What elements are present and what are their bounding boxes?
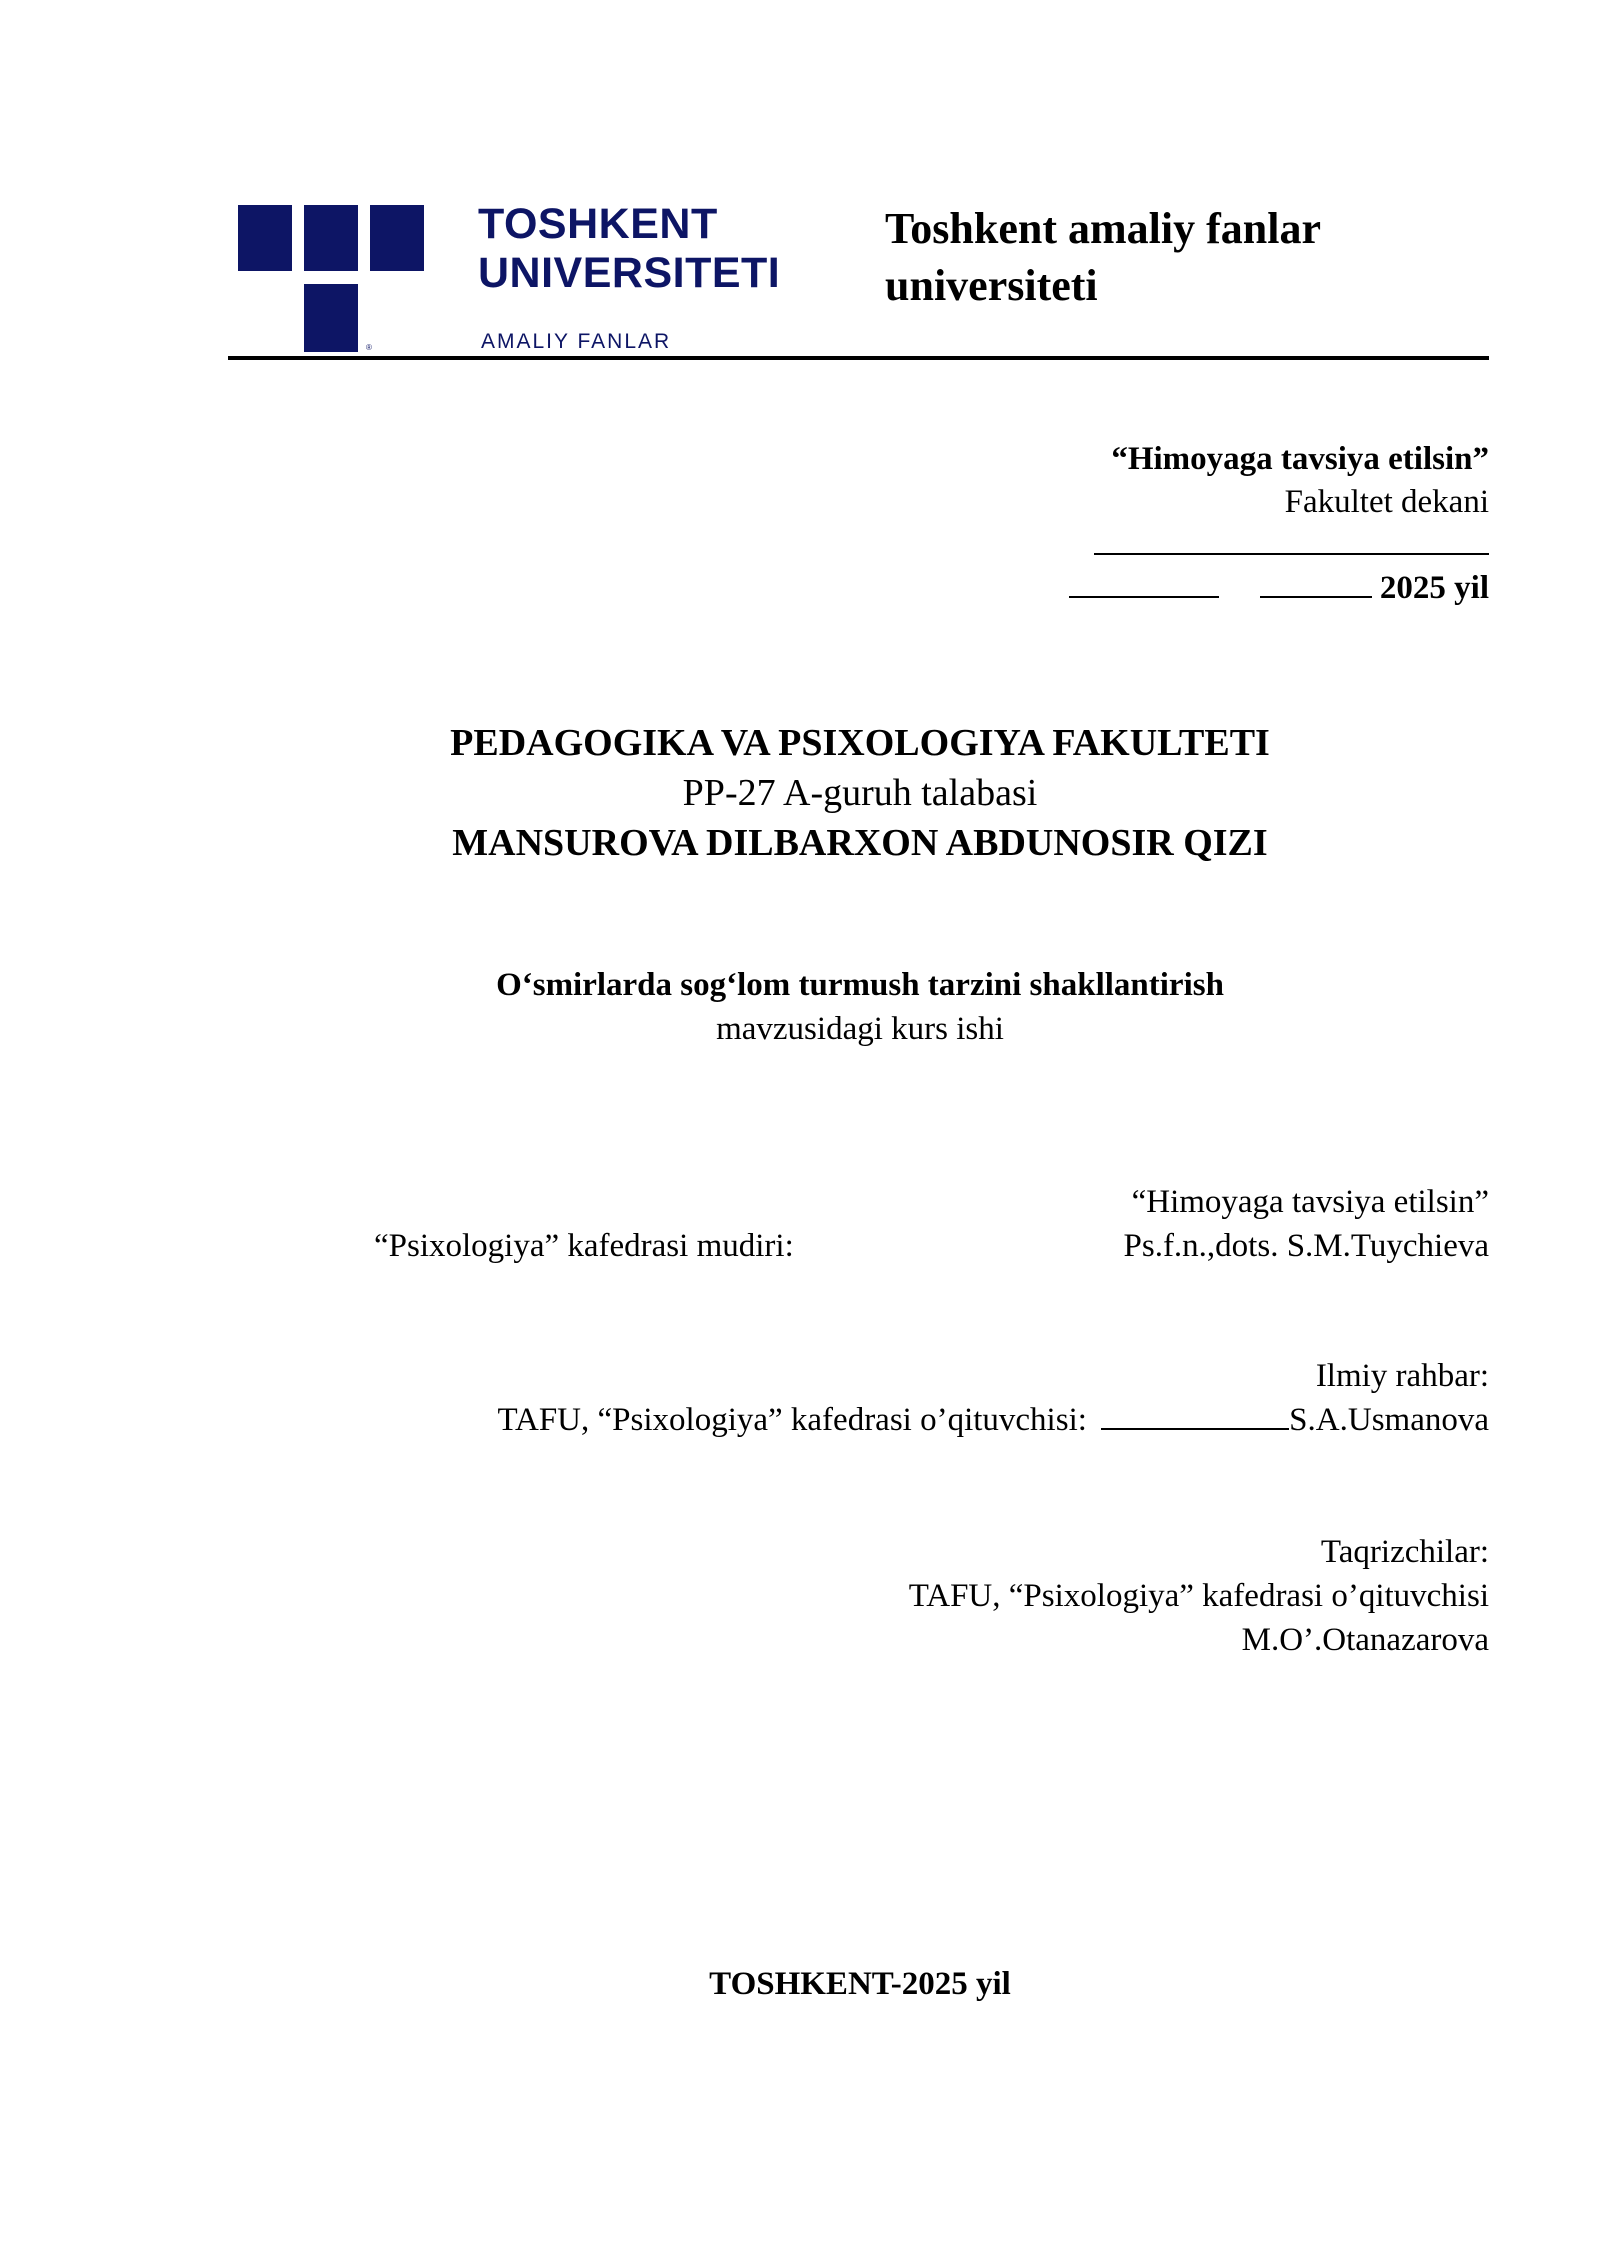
supervisor-label: Ilmiy rahbar: bbox=[1315, 1358, 1489, 1394]
supervisor-position: TAFU, “Psixologiya” kafedrasi o’qituvchisi: bbox=[497, 1402, 1087, 1438]
approval-date-line bbox=[1069, 566, 1489, 610]
logo-text-toshkent: TOSHKENT bbox=[478, 200, 718, 248]
reviewers-label: Taqrizchilar: bbox=[1320, 1534, 1489, 1570]
department-head-name: Ps.f.n.,dots. S.M.Tuychieva bbox=[1123, 1228, 1489, 1264]
faculty-title: PEDAGOGIKA VA PSIXOLOGIYA FAKULTETI bbox=[450, 722, 1270, 764]
approval-signature-line bbox=[1094, 523, 1489, 567]
header-divider bbox=[228, 356, 1489, 360]
student-group: PP-27 A-guruh talabasi bbox=[682, 772, 1038, 814]
logo-text-amaliy-fanlar: AMALIY FANLAR bbox=[481, 330, 672, 353]
footer-city-year: TOSHKENT-2025 yil bbox=[709, 1966, 1011, 2002]
logo-square-1 bbox=[238, 205, 292, 271]
student-name: MANSUROVA DILBARXON ABDUNOSIR QIZI bbox=[452, 822, 1268, 864]
date-month-blank bbox=[1260, 566, 1372, 598]
approval-role: Fakultet dekani bbox=[1284, 484, 1489, 520]
supervisor-line bbox=[497, 1398, 1489, 1442]
approval-title: “Himoyaga tavsiya etilsin” bbox=[1111, 441, 1489, 477]
supervisor-signature-blank bbox=[1101, 1398, 1289, 1430]
supervisor-name: S.A.Usmanova bbox=[1289, 1402, 1489, 1438]
date-day-blank bbox=[1069, 566, 1219, 598]
department-head-label: “Psixologiya” kafedrasi mudiri: bbox=[374, 1228, 794, 1264]
topic-title: O‘smirlarda sog‘lom turmush tarzini shakllantirish bbox=[496, 967, 1224, 1003]
university-name bbox=[885, 200, 1485, 314]
reviewer-position: TAFU, “Psixologiya” kafedrasi o’qituvchisi bbox=[908, 1578, 1489, 1614]
university-name-line1: Toshkent amaliy fanlar bbox=[885, 204, 1322, 253]
topic-subtitle: mavzusidagi kurs ishi bbox=[716, 1011, 1004, 1047]
logo-registered-mark: ® bbox=[366, 343, 372, 352]
university-logo bbox=[238, 200, 781, 360]
logo-square-4 bbox=[304, 284, 358, 352]
university-name-line2: universiteti bbox=[885, 261, 1098, 310]
logo-square-2 bbox=[304, 205, 358, 271]
logo-square-3 bbox=[370, 205, 424, 271]
logo-text-universiteti: UNIVERSITETI bbox=[478, 249, 781, 297]
reviewer-name: M.O’.Otanazarova bbox=[1241, 1622, 1489, 1658]
approval-year: 2025 yil bbox=[1379, 570, 1489, 606]
department-recommendation: “Himoyaga tavsiya etilsin” bbox=[1131, 1184, 1489, 1220]
